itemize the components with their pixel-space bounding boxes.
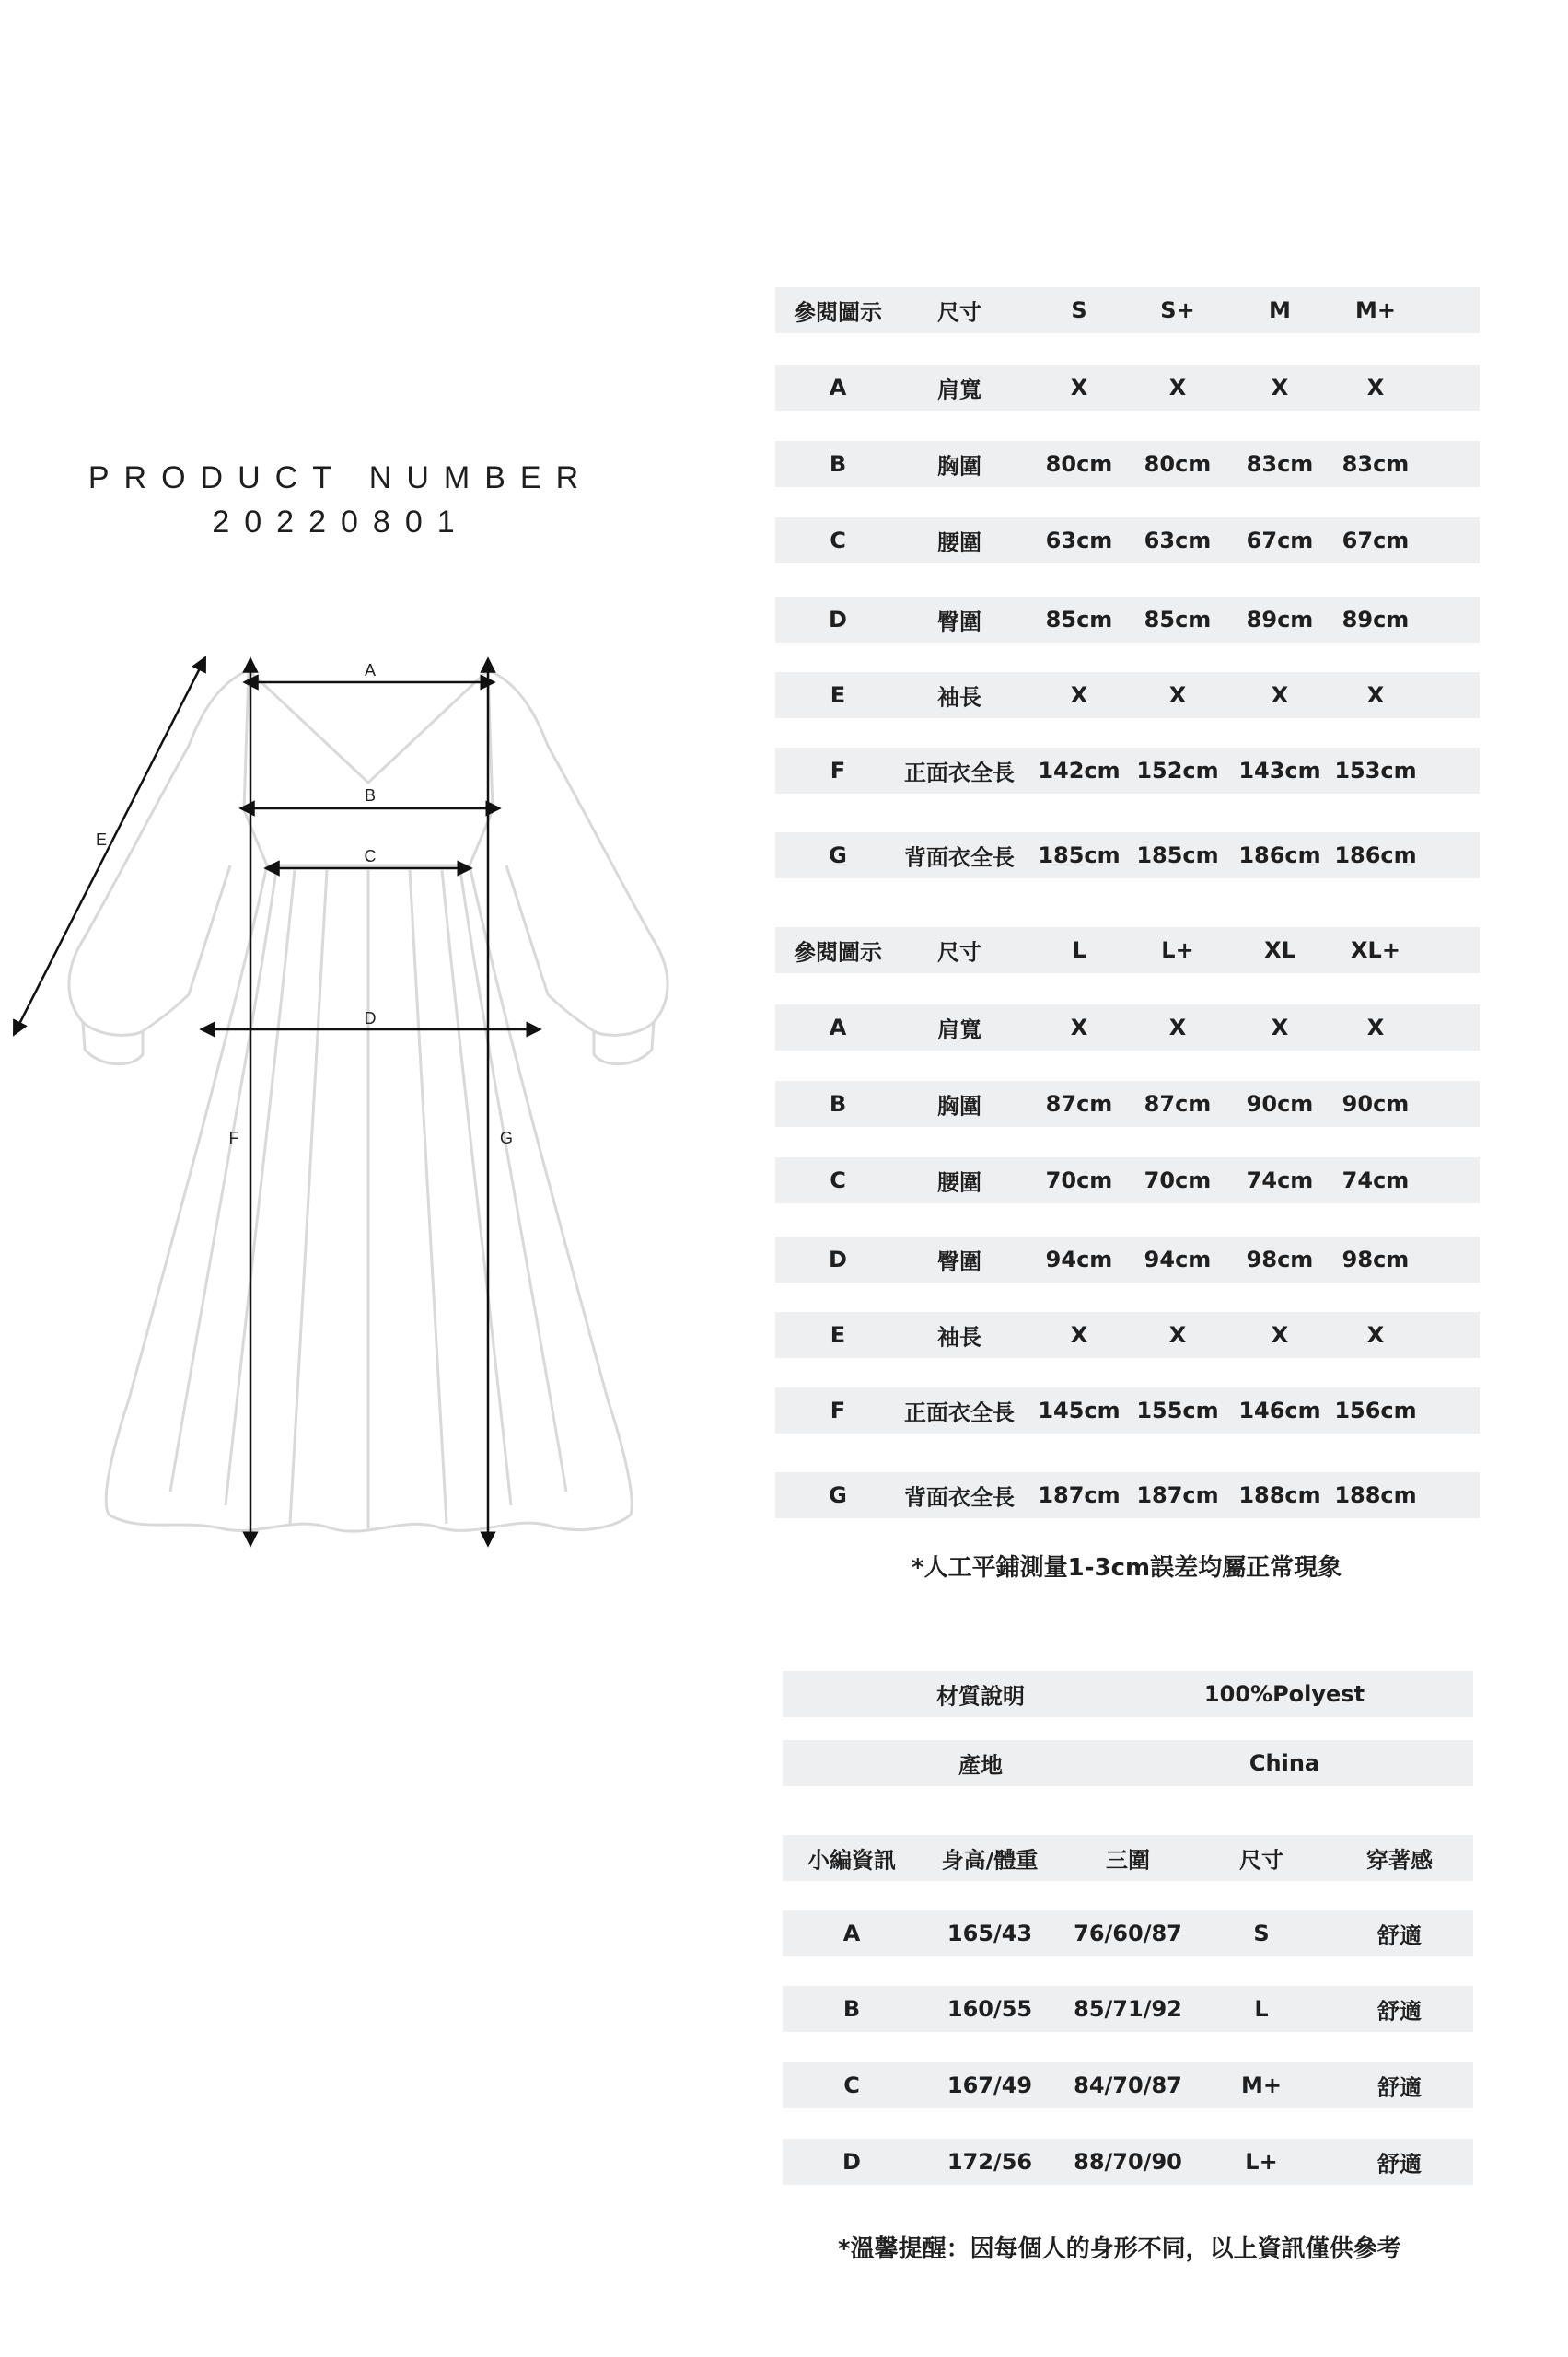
material-label: 材質說明: [936, 1683, 1025, 1710]
table-cell: 小編資訊: [807, 1847, 896, 1874]
table-cell: X: [1168, 375, 1187, 401]
table-cell: X: [1070, 1322, 1088, 1348]
table-row: [775, 672, 1480, 718]
table-cell: 腰圍: [937, 1169, 981, 1196]
table-cell: X: [1366, 375, 1385, 401]
table-cell: D: [829, 607, 847, 633]
table-cell: 85/71/92: [1074, 1996, 1182, 2022]
header-cell: 參閱圖示: [794, 939, 882, 966]
product-number-label: PRODUCT NUMBER: [87, 460, 594, 495]
table-cell: 185cm: [1038, 842, 1121, 868]
table-row: [783, 1986, 1473, 2032]
table-cell: 88/70/90: [1074, 2149, 1182, 2175]
table-cell: 身高/體重: [941, 1847, 1039, 1874]
table-cell: 153cm: [1334, 758, 1417, 784]
table-cell: 172/56: [947, 2149, 1033, 2175]
table-cell: 袖長: [937, 1324, 981, 1351]
table-cell: 80cm: [1144, 451, 1212, 477]
table-row: [775, 748, 1480, 794]
header-cell: 參閱圖示: [794, 299, 882, 326]
table-cell: 63cm: [1045, 528, 1113, 553]
table-row: [775, 832, 1480, 878]
table-cell: 腰圍: [937, 529, 981, 556]
table-row: [775, 1312, 1480, 1358]
table-header-row: [775, 927, 1480, 973]
table-cell: X: [1070, 375, 1088, 401]
header-cell: S+: [1160, 297, 1195, 323]
table-cell: 74cm: [1342, 1167, 1410, 1193]
table-cell: A: [829, 375, 847, 401]
table-cell: 186cm: [1238, 842, 1321, 868]
dress-diagram: [0, 644, 700, 1565]
table-cell: 63cm: [1144, 528, 1212, 553]
table-cell: 85cm: [1144, 607, 1212, 633]
table-cell: X: [1271, 1015, 1289, 1040]
header-cell: L+: [1161, 937, 1194, 963]
table-cell: 98cm: [1246, 1247, 1314, 1272]
table-cell: F: [830, 1398, 846, 1423]
table-cell: 186cm: [1334, 842, 1417, 868]
table-cell: 舒適: [1377, 2074, 1422, 2101]
table-cell: X: [1070, 1015, 1088, 1040]
table-cell: B: [829, 451, 847, 477]
table-cell: 74cm: [1246, 1167, 1314, 1193]
table-row: [783, 1910, 1473, 1956]
measure-note: *人工平鋪測量1-3cm誤差均屬正常現象: [912, 1554, 1342, 1582]
table-cell: B: [829, 1091, 847, 1117]
table-cell: 穿著感: [1366, 1847, 1433, 1874]
table-cell: 83cm: [1342, 451, 1410, 477]
reminder-note: *溫馨提醒：因每個人的身形不同，以上資訊僅供參考: [838, 2235, 1401, 2263]
table-cell: X: [1366, 1322, 1385, 1348]
table-cell: 背面衣全長: [904, 1484, 1015, 1511]
table-row: [775, 1081, 1480, 1127]
table-cell: X: [1070, 682, 1088, 708]
table-cell: 187cm: [1038, 1482, 1121, 1508]
label-a: A: [364, 661, 377, 679]
table-cell: 臀圍: [937, 609, 981, 635]
table-cell: 舒適: [1377, 1998, 1422, 2025]
table-cell: C: [830, 1167, 846, 1193]
table-cell: A: [842, 1921, 861, 1946]
table-cell: 胸圍: [937, 1093, 981, 1120]
table-cell: 167/49: [947, 2073, 1033, 2098]
table-cell: 90cm: [1246, 1091, 1314, 1117]
table-cell: C: [830, 528, 846, 553]
table-cell: 152cm: [1136, 758, 1219, 784]
material-value: 100%Polyest: [1203, 1681, 1365, 1707]
label-d: D: [364, 1009, 377, 1028]
table-cell: 146cm: [1238, 1398, 1321, 1423]
header-cell: XL+: [1351, 937, 1400, 963]
table-row: [783, 2139, 1473, 2185]
table-cell: 87cm: [1045, 1091, 1113, 1117]
table-cell: 87cm: [1144, 1091, 1212, 1117]
table-cell: 94cm: [1045, 1247, 1113, 1272]
table-cell: X: [1271, 375, 1289, 401]
table-cell: 舒適: [1377, 1922, 1422, 1949]
table-cell: 143cm: [1238, 758, 1321, 784]
header-cell: 尺寸: [937, 939, 981, 966]
table-cell: E: [830, 1322, 846, 1348]
table-cell: 肩寬: [937, 1016, 981, 1043]
table-cell: M+: [1241, 2073, 1282, 2098]
table-cell: E: [830, 682, 846, 708]
table-cell: 160/55: [947, 1996, 1033, 2022]
table-cell: 67cm: [1246, 528, 1314, 553]
table-cell: X: [1168, 682, 1187, 708]
header-cell: XL: [1264, 937, 1295, 963]
table-cell: 145cm: [1038, 1398, 1121, 1423]
table-cell: C: [843, 2073, 860, 2098]
table-cell: 187cm: [1136, 1482, 1219, 1508]
table-cell: 89cm: [1246, 607, 1314, 633]
table-cell: 袖長: [937, 684, 981, 711]
table-row: [775, 441, 1480, 487]
label-f: F: [228, 1129, 239, 1147]
table-cell: D: [842, 2149, 861, 2175]
table-cell: 98cm: [1342, 1247, 1410, 1272]
label-b: B: [364, 786, 377, 805]
table-cell: 舒適: [1377, 2151, 1422, 2177]
table-cell: 70cm: [1144, 1167, 1212, 1193]
table-cell: B: [842, 1996, 861, 2022]
label-e: E: [95, 830, 108, 849]
table-cell: 156cm: [1334, 1398, 1417, 1423]
table-row: [775, 1472, 1480, 1518]
table-cell: X: [1271, 682, 1289, 708]
table-cell: 70cm: [1045, 1167, 1113, 1193]
table-cell: 67cm: [1342, 528, 1410, 553]
origin-row: [783, 1740, 1473, 1786]
table-cell: X: [1168, 1322, 1187, 1348]
table-row: [775, 597, 1480, 643]
header-cell: M+: [1355, 297, 1396, 323]
header-cell: S: [1071, 297, 1087, 323]
table-cell: X: [1366, 682, 1385, 708]
table-header-row: [775, 287, 1480, 333]
table-cell: 188cm: [1334, 1482, 1417, 1508]
header-cell: 尺寸: [937, 299, 981, 326]
table-cell: 肩寬: [937, 377, 981, 403]
table-row: [775, 365, 1480, 411]
table-cell: 胸圍: [937, 453, 981, 480]
table-cell: 尺寸: [1239, 1847, 1283, 1874]
header-cell: L: [1072, 937, 1086, 963]
table-cell: 正面衣全長: [904, 1399, 1015, 1426]
product-number-value: 20220801: [212, 505, 470, 540]
table-cell: G: [829, 842, 847, 868]
table-cell: 84/70/87: [1074, 2073, 1182, 2098]
table-cell: 142cm: [1038, 758, 1121, 784]
table-header-row: [783, 1835, 1473, 1881]
material-row: [783, 1671, 1473, 1717]
table-cell: 94cm: [1144, 1247, 1212, 1272]
label-g: G: [499, 1129, 514, 1147]
header-cell: M: [1269, 297, 1291, 323]
origin-label: 產地: [958, 1752, 1003, 1779]
table-cell: 85cm: [1045, 607, 1113, 633]
table-cell: G: [829, 1482, 847, 1508]
table-cell: X: [1366, 1015, 1385, 1040]
table-cell: X: [1271, 1322, 1289, 1348]
table-cell: S: [1253, 1921, 1270, 1946]
table-cell: 臀圍: [937, 1248, 981, 1275]
table-cell: L: [1254, 1996, 1269, 2022]
table-cell: F: [830, 758, 846, 784]
table-row: [775, 1004, 1480, 1051]
table-row: [775, 517, 1480, 563]
table-cell: 76/60/87: [1074, 1921, 1182, 1946]
table-cell: 185cm: [1136, 842, 1219, 868]
table-row: [775, 1387, 1480, 1434]
table-cell: 90cm: [1342, 1091, 1410, 1117]
table-cell: X: [1168, 1015, 1187, 1040]
table-cell: 165/43: [947, 1921, 1033, 1946]
line-e: [17, 663, 203, 1029]
table-cell: L+: [1245, 2149, 1278, 2175]
table-cell: 三圍: [1106, 1847, 1150, 1874]
table-row: [775, 1157, 1480, 1203]
table-cell: 背面衣全長: [904, 844, 1015, 871]
table-cell: 89cm: [1342, 607, 1410, 633]
table-cell: 188cm: [1238, 1482, 1321, 1508]
table-cell: A: [829, 1015, 847, 1040]
table-cell: D: [829, 1247, 847, 1272]
label-c: C: [364, 847, 377, 865]
origin-value: China: [1249, 1750, 1320, 1776]
table-cell: 83cm: [1246, 451, 1314, 477]
table-row: [775, 1237, 1480, 1283]
table-row: [783, 2062, 1473, 2108]
table-cell: 正面衣全長: [904, 760, 1015, 786]
table-cell: 80cm: [1045, 451, 1113, 477]
table-cell: 155cm: [1136, 1398, 1219, 1423]
